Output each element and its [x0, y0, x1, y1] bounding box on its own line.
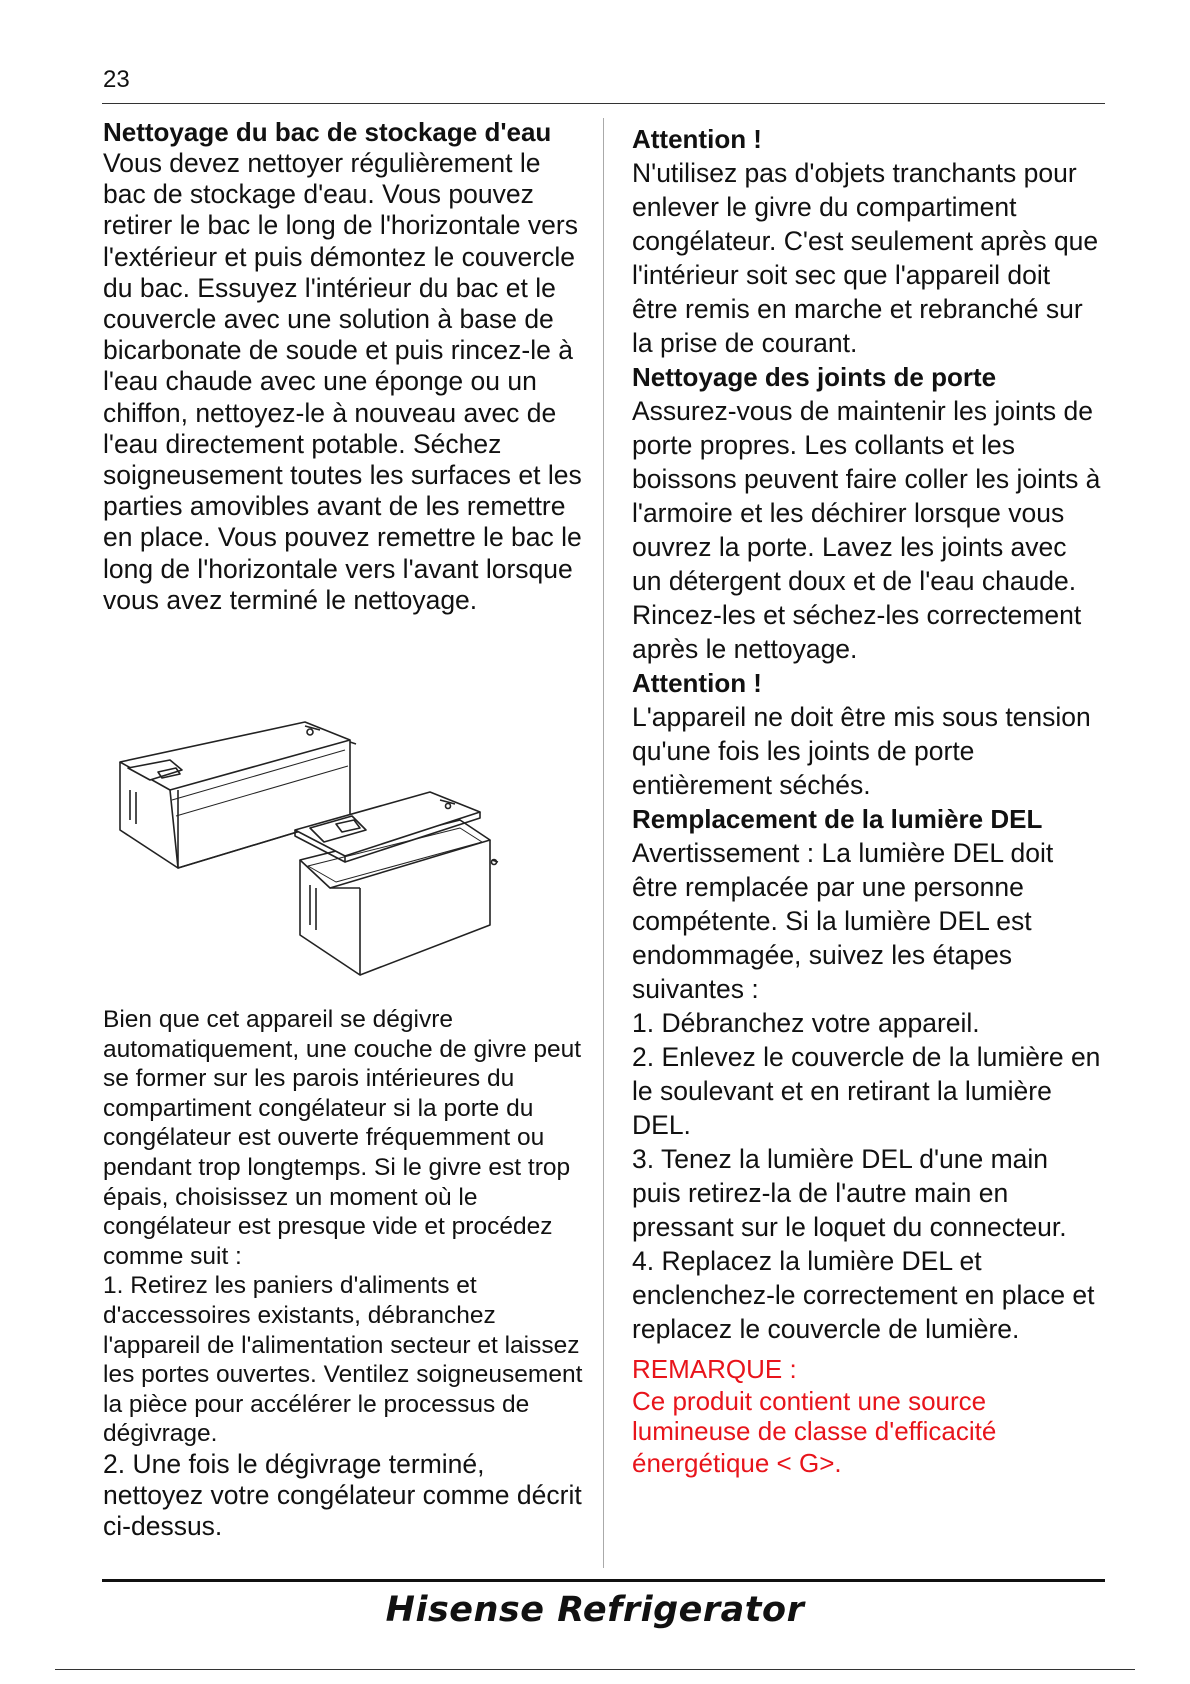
- door-seal-heading: Nettoyage des joints de porte: [632, 362, 997, 392]
- door-seal-text: Assurez-vous de maintenir les joints de porte propres. Les collants et les boissons peuvent faire coller les joints à l'armoire et les déchirer lorsque vous ouvrez la porte. Lavez les joints avec un détergent doux et de l'eau chaude. Rincez-les et séchez-les correctement après le nettoyage.: [632, 396, 1101, 664]
- led-step-1: 1. Débranchez votre appareil.: [632, 1008, 980, 1038]
- water-tank-heading: Nettoyage du bac de stockage d'eau: [103, 117, 552, 147]
- water-tank-illustration: [110, 720, 530, 1010]
- led-warning: Avertissement : La lumière DEL doit être remplacée par une personne compétente. Si la lumière DEL est endommagée, suivez les étapes suivantes :: [632, 838, 1054, 1004]
- attention-text-1: N'utilisez pas d'objets tranchants pour enlever le givre du compartiment congélateur. C'est seulement après que l'intérieur soit sec que l'appareil doit être remis en marche et rebranché sur la prise de courant.: [632, 158, 1099, 358]
- attention-title-2: Attention !: [632, 668, 762, 698]
- water-tank-text: Vous devez nettoyer régulièrement le bac de stockage d'eau. Vous pouvez retirer le bac le long de l'horizontale vers l'extérieur et puis démontez le couvercle du bac. Essuyez l'intérieur du bac et le couvercle avec une solution à base de bicarbonate de soude et puis rincez-le à l'eau chaude avec une éponge ou un chiffon, nettoyez-le à nouveau avec de l'eau directement potable. Séchez soigneusement toutes les surfaces et les parties amovibles avant de les remettre en place. Vous pouvez remettre le bac le long de l'horizontale vers l'avant lorsque vous avez terminé le nettoyage.: [103, 148, 582, 615]
- column-divider: [603, 118, 604, 1568]
- led-heading: Remplacement de la lumière DEL: [632, 804, 1043, 834]
- attention-text-2: L'appareil ne doit être mis sous tension qu'une fois les joints de porte entièrement séchés.: [632, 702, 1091, 800]
- defrost-step-1: 1. Retirez les paniers d'aliments et d'accessoires existants, débranchez l'appareil de l'alimentation secteur et laissez les portes ouvertes. Ventilez soigneusement la pièce pour accélérer le processus de dégivrage.: [103, 1272, 583, 1448]
- led-step-2: 2. Enlevez le couvercle de la lumière en le soulevant et en retirant la lumière DEL.: [632, 1042, 1101, 1140]
- led-step-3: 3. Tenez la lumière DEL d'une main puis retirez-la de l'autre main en pressant sur le loquet du connecteur.: [632, 1144, 1067, 1242]
- remark-line-2: lumineuse de classe d'efficacité: [632, 1416, 997, 1446]
- defrost-text: Bien que cet appareil se dégivre automatiquement, une couche de givre peut se former sur les parois intérieures du compartiment congélateur si la porte du congélateur est ouverte fréquemment ou pendant trop longtemps. Si le givre est trop épais, choisissez un moment où le congélateur est presque vide et procédez comme suit :: [103, 1006, 582, 1270]
- remark-block: [632, 1352, 1102, 1480]
- defrost-section: [103, 1005, 583, 1543]
- defrost-step-2: 2. Une fois le dégivrage terminé, nettoyez votre congélateur comme décrit ci-dessus.: [103, 1448, 582, 1542]
- remark-title: REMARQUE :: [632, 1354, 797, 1384]
- top-divider: [102, 103, 1105, 104]
- brand-footer: Hisense Refrigerator: [385, 1590, 805, 1630]
- attention-title-1: Attention !: [632, 124, 762, 154]
- led-step-4: 4. Replacez la lumière DEL et enclenchez-le correctement en place et replacez le couvercle de lumière.: [632, 1246, 1095, 1344]
- remark-line-3: énergétique < G>.: [632, 1448, 842, 1478]
- footer-divider: [55, 1669, 1135, 1670]
- bottom-divider: [102, 1579, 1105, 1582]
- left-column: [103, 117, 583, 616]
- page-number: 23: [103, 66, 130, 93]
- right-column: [632, 122, 1102, 1480]
- remark-line-1: Ce produit contient une source: [632, 1386, 987, 1416]
